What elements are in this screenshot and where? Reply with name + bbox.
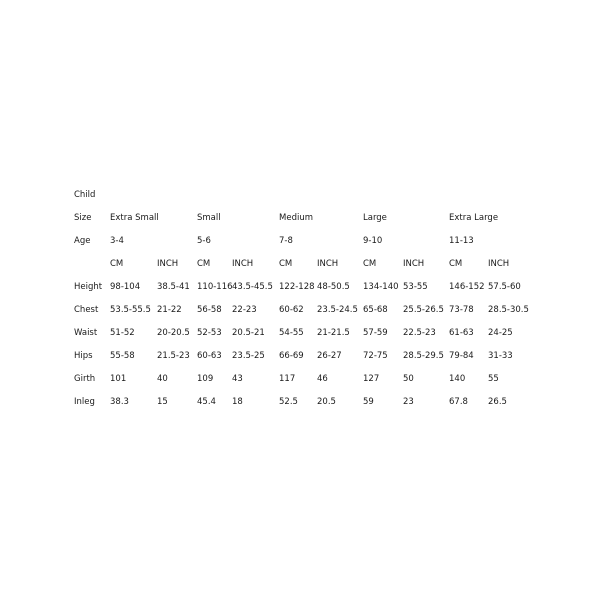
measurement-value: 18: [232, 397, 243, 407]
measurement-value: 57.5-60: [488, 282, 521, 292]
measurement-value: 56-58: [197, 305, 222, 315]
measurement-value: 20.5: [317, 397, 336, 407]
size-age: 9-10: [363, 236, 383, 246]
measurement-value: 23.5-24.5: [317, 305, 358, 315]
measurement-value: 122-128: [279, 282, 315, 292]
size-age: 5-6: [197, 236, 211, 246]
measurement-value: 59: [363, 397, 374, 407]
measurement-value: 55-58: [110, 351, 135, 361]
measurement-value: 53-55: [403, 282, 428, 292]
measurement-value: 22.5-23: [403, 328, 436, 338]
unit-header-cm: CM: [110, 259, 124, 269]
unit-header-cm: CM: [449, 259, 463, 269]
measurement-value: 60-62: [279, 305, 304, 315]
measurement-value: 101: [110, 374, 127, 384]
measurement-value: 146-152: [449, 282, 485, 292]
measurement-value: 73-78: [449, 305, 474, 315]
measurement-label: Waist: [74, 328, 98, 338]
measurement-value: 140: [449, 374, 466, 384]
measurement-label: Girth: [74, 374, 96, 384]
measurement-value: 21-22: [157, 305, 182, 315]
measurement-value: 54-55: [279, 328, 304, 338]
measurement-label: Chest: [74, 305, 99, 315]
measurement-label: Height: [74, 282, 103, 292]
unit-header-cm: CM: [279, 259, 293, 269]
measurement-value: 25.5-26.5: [403, 305, 444, 315]
measurement-value: 98-104: [110, 282, 141, 292]
measurement-value: 20.5-21: [232, 328, 265, 338]
unit-header-inch: INCH: [317, 259, 339, 269]
measurement-value: 53.5-55.5: [110, 305, 151, 315]
measurement-value: 60-63: [197, 351, 222, 361]
measurement-value: 31-33: [488, 351, 513, 361]
size-row-label: Size: [74, 213, 92, 223]
measurement-value: 28.5-29.5: [403, 351, 444, 361]
unit-header-inch: INCH: [157, 259, 179, 269]
measurement-value: 79-84: [449, 351, 474, 361]
measurement-value: 127: [363, 374, 380, 384]
section-title: Child: [74, 190, 96, 200]
measurement-value: 67.8: [449, 397, 468, 407]
size-name: Small: [197, 213, 221, 223]
measurement-label: Hips: [74, 351, 93, 361]
age-row-label: Age: [74, 236, 91, 246]
measurement-value: 43: [232, 374, 243, 384]
measurement-value: 110-116: [197, 282, 233, 292]
measurement-value: 134-140: [363, 282, 399, 292]
measurement-value: 55: [488, 374, 499, 384]
measurement-value: 52-53: [197, 328, 222, 338]
measurement-value: 117: [279, 374, 296, 384]
unit-header-cm: CM: [363, 259, 377, 269]
measurement-value: 72-75: [363, 351, 388, 361]
unit-header-inch: INCH: [488, 259, 510, 269]
measurement-value: 22-23: [232, 305, 257, 315]
measurement-value: 66-69: [279, 351, 304, 361]
measurement-value: 23.5-25: [232, 351, 265, 361]
measurement-value: 45.4: [197, 397, 216, 407]
measurement-value: 52.5: [279, 397, 298, 407]
size-name: Extra Large: [449, 213, 499, 223]
size-name: Medium: [279, 213, 313, 223]
measurement-value: 50: [403, 374, 414, 384]
measurement-value: 65-68: [363, 305, 388, 315]
measurement-value: 21-21.5: [317, 328, 350, 338]
size-age: 3-4: [110, 236, 124, 246]
measurement-value: 109: [197, 374, 214, 384]
measurement-value: 51-52: [110, 328, 135, 338]
size-name: Extra Small: [110, 213, 159, 223]
measurement-value: 26-27: [317, 351, 342, 361]
measurement-value: 43.5-45.5: [232, 282, 273, 292]
measurement-value: 48-50.5: [317, 282, 350, 292]
size-age: 11-13: [449, 236, 474, 246]
size-name: Large: [363, 213, 387, 223]
size-age: 7-8: [279, 236, 293, 246]
measurement-value: 46: [317, 374, 328, 384]
measurement-value: 15: [157, 397, 168, 407]
measurement-value: 23: [403, 397, 414, 407]
unit-header-inch: INCH: [403, 259, 425, 269]
measurement-value: 26.5: [488, 397, 507, 407]
measurement-value: 28.5-30.5: [488, 305, 529, 315]
measurement-label: Inleg: [74, 397, 95, 407]
unit-header-inch: INCH: [232, 259, 254, 269]
measurement-value: 57-59: [363, 328, 388, 338]
measurement-value: 24-25: [488, 328, 513, 338]
measurement-value: 61-63: [449, 328, 474, 338]
measurement-value: 40: [157, 374, 168, 384]
measurement-value: 21.5-23: [157, 351, 190, 361]
measurement-value: 38.5-41: [157, 282, 190, 292]
measurement-value: 20-20.5: [157, 328, 190, 338]
unit-header-cm: CM: [197, 259, 211, 269]
measurement-value: 38.3: [110, 397, 129, 407]
